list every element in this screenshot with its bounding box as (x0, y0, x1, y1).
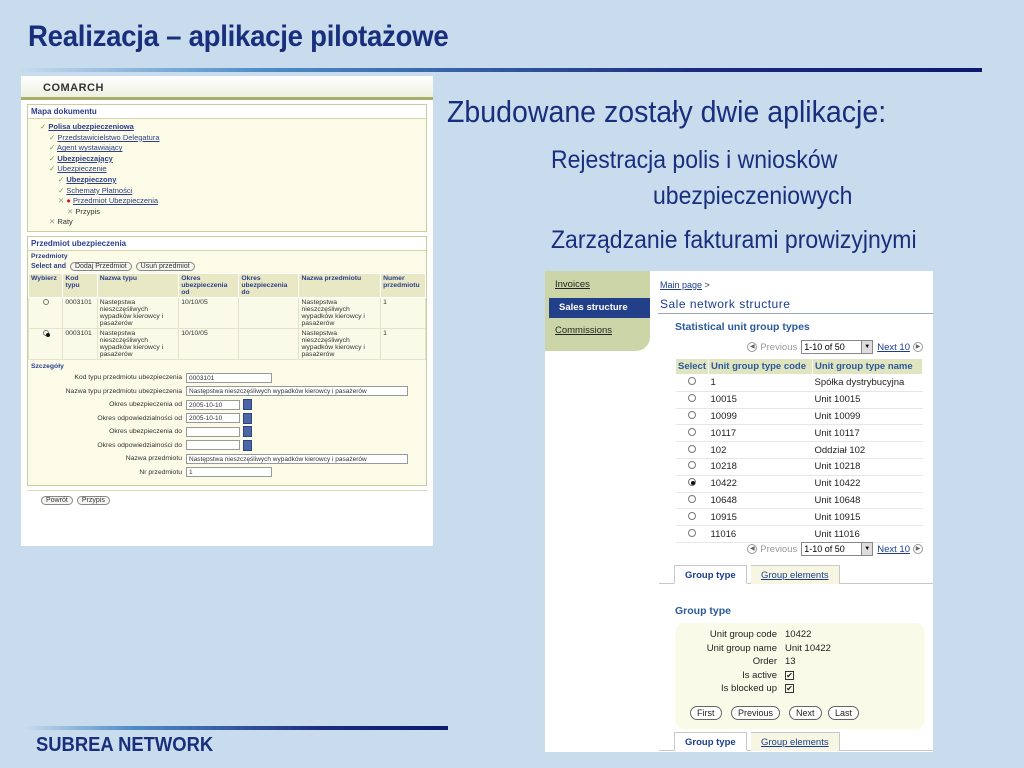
col-header: Nazwa przedmiotu (299, 273, 381, 297)
cell-name: Unit 10015 (813, 391, 923, 408)
col-header: Okres ubezpieczenia od (179, 273, 239, 297)
field-input[interactable] (186, 427, 240, 437)
cell-code: 10915 (709, 509, 813, 526)
range-select[interactable] (801, 542, 873, 556)
detail-row (675, 669, 794, 683)
tab-bar-bottom (659, 732, 933, 751)
cell-nazwa: Nastepstwa nieszczęśliwych wypadków kierowcy i pasażerów (299, 297, 381, 328)
tree-item[interactable] (40, 133, 426, 144)
field-input[interactable]: 2005-10-10 (186, 400, 240, 410)
breadcrumb-main-page[interactable]: Main page (660, 280, 703, 290)
tab-bar (659, 565, 933, 584)
detail-label: Unit group code (709, 629, 777, 641)
cell-name: Spółka dystrybucyjna (813, 375, 923, 392)
check-icon: ✓ (58, 174, 67, 184)
cross-icon: ✕ (58, 196, 67, 206)
row-select (676, 475, 709, 492)
row-select (676, 391, 709, 408)
pager-top (675, 339, 923, 355)
row-radio[interactable] (688, 512, 696, 520)
nav-item[interactable]: Commissions (555, 325, 613, 336)
tree-item[interactable] (40, 154, 426, 165)
col-select: Select (676, 359, 709, 375)
cell-code: 10648 (709, 492, 813, 509)
check-icon: ✓ (49, 143, 57, 153)
detail-label: Order (752, 656, 777, 668)
footer-divider (24, 726, 448, 730)
row-select (676, 408, 709, 425)
remove-subject-button[interactable]: Usuń przedmiot (136, 262, 195, 271)
field-label: Okres ubezpieczenia do (109, 428, 182, 436)
tree-item-label: Schematy Płatności (66, 185, 133, 195)
cell-name: Unit 10648 (813, 492, 923, 509)
cell-code: 11016 (709, 526, 813, 543)
previous-icon[interactable]: ◀ (747, 342, 757, 352)
field-label: Kod typu przedmiotu ubezpieczenia (74, 374, 182, 382)
field-label: Nazwa typu przedmiotu ubezpieczenia (65, 387, 182, 395)
document-map-title: Mapa dokumentu (28, 105, 426, 119)
cross-icon: ✕ (49, 217, 58, 227)
row-radio[interactable] (688, 394, 696, 402)
app-header (21, 76, 433, 100)
cell-name: Oddział 102 (813, 442, 923, 459)
row-radio[interactable] (688, 445, 696, 453)
field-input[interactable]: 0003101 (186, 373, 272, 383)
table-row (676, 442, 923, 459)
range-select[interactable] (801, 340, 873, 354)
cell-do (239, 297, 299, 328)
previous-button[interactable]: Previous (731, 706, 780, 720)
right-app-screenshot (545, 271, 933, 752)
form-row (28, 425, 426, 439)
tab-group-elements[interactable]: Group elements (751, 565, 840, 584)
breadcrumb-separator: > (704, 280, 710, 290)
check-icon: ✓ (49, 153, 58, 163)
nav-item[interactable]: Sales structure (549, 298, 650, 318)
cell-do (239, 328, 299, 359)
check-icon: ✓ (49, 164, 58, 174)
col-name: Unit group type name (813, 359, 923, 375)
cell-code: 102 (709, 442, 813, 459)
range-value: 1-10 of 50 (804, 544, 845, 554)
comarch-logo: COMARCH (43, 82, 104, 94)
cell-name: Unit 10218 (813, 458, 923, 475)
col-header: Numer przedmiotu (381, 273, 426, 297)
first-button[interactable]: First (690, 706, 722, 720)
previous-icon[interactable]: ◀ (747, 544, 757, 554)
row-radio[interactable] (43, 330, 49, 336)
field-input[interactable]: Następstwa nieszczęśliwych wypadków kierowcy i pasażerów (186, 386, 408, 396)
nav-item[interactable]: Invoices (555, 279, 590, 290)
col-header: Wybierz (29, 273, 63, 297)
tab-group-type[interactable]: Group type (674, 565, 747, 584)
last-button[interactable]: Last (828, 706, 859, 720)
unit-group-table (675, 358, 923, 543)
col-header: Kod typu (63, 273, 97, 297)
row-radio[interactable] (688, 529, 696, 537)
next-link[interactable]: Next 10 (877, 543, 910, 555)
detail-value: 10422 (785, 629, 812, 641)
tree-item[interactable] (40, 143, 426, 154)
section-title-group-type: Group type (675, 605, 732, 617)
cell-name: Unit 10099 (813, 408, 923, 425)
next-icon[interactable]: ▶ (913, 342, 923, 352)
field-input[interactable] (186, 440, 240, 450)
table-row (676, 509, 923, 526)
cell-kod: 0003101 (63, 297, 97, 328)
cell-code: 10015 (709, 391, 813, 408)
calendar-icon[interactable] (243, 413, 252, 424)
cell-name: Unit 10422 (813, 475, 923, 492)
next-button[interactable]: Next (789, 706, 822, 720)
row-select (676, 425, 709, 442)
table-row (676, 526, 923, 543)
bullet-1-line2: ubezpieczeniowych (653, 182, 853, 210)
tree-item-label: Ubezpieczenie (57, 164, 107, 174)
pager-bottom (675, 541, 923, 557)
subjects-table (28, 273, 426, 360)
calendar-icon[interactable] (243, 399, 252, 410)
cell-name: Unit 10117 (813, 425, 923, 442)
cell-od: 10/10/05 (179, 297, 239, 328)
field-input[interactable]: Następstwa nieszczęśliwych wypadków kierowcy i pasażerów (186, 454, 408, 464)
tree-item-label: Ubezpieczony (66, 174, 117, 184)
details-label: Szczegóły (31, 362, 64, 370)
cell-name: Unit 11016 (813, 526, 923, 543)
table-row (676, 458, 923, 475)
cell-numer: 1 (381, 297, 426, 328)
back-button[interactable]: Powrót (41, 496, 73, 505)
calendar-icon[interactable] (243, 426, 252, 437)
detail-label: Unit group name (706, 642, 777, 654)
cell-od: 10/10/05 (179, 328, 239, 359)
cell-code: 1 (709, 375, 813, 392)
cell-name: Unit 10915 (813, 509, 923, 526)
bullet-main: Zbudowane zostały dwie aplikacje: (447, 94, 887, 129)
tree-item[interactable] (40, 175, 426, 186)
tree-item (40, 207, 426, 218)
cell-nazwa_typu: Nastepstwa nieszczęśliwych wypadków kierowcy i pasażerów (97, 297, 179, 328)
row-radio[interactable] (688, 428, 696, 436)
tree-item-label: Przypis (75, 206, 100, 216)
cell-code: 10099 (709, 408, 813, 425)
table-row (676, 492, 923, 509)
select-and-label: Select and (31, 262, 67, 270)
checkbox[interactable]: ✔ (786, 684, 793, 694)
table-row (676, 375, 923, 392)
table-row (29, 328, 426, 359)
slide-title: Realizacja – aplikacje pilotażowe (28, 20, 449, 53)
tree-item (40, 217, 426, 228)
tab-group-type[interactable]: Group type (674, 732, 747, 751)
row-select (29, 328, 63, 359)
field-input[interactable]: 2005-10-10 (186, 413, 240, 423)
row-select (676, 458, 709, 475)
subjects-toolbar (28, 262, 426, 273)
row-select (676, 442, 709, 459)
row-radio[interactable] (688, 478, 696, 486)
document-tree (28, 119, 426, 231)
left-actions (27, 490, 427, 509)
detail-row (675, 682, 794, 696)
page-title: Sale network structure (660, 297, 791, 311)
check-icon: ✓ (49, 132, 58, 142)
previous-link[interactable]: Previous (760, 543, 798, 555)
col-header: Nazwa typu (97, 273, 179, 297)
field-label: Okres odpowiedzialności do (97, 441, 182, 449)
field-label: Okres odpowiedzialności od (97, 414, 182, 422)
tree-item[interactable] (40, 196, 426, 207)
cell-numer: 1 (381, 328, 426, 359)
cross-icon: ✕ (67, 206, 76, 216)
subjects-label: Przedmioty (31, 252, 68, 260)
tree-item[interactable] (40, 122, 426, 133)
current-dot-icon: ● (66, 196, 73, 206)
side-nav (545, 271, 650, 351)
add-subject-button[interactable]: Dodaj Przedmiot (70, 262, 132, 271)
detail-value: 13 (785, 656, 796, 668)
detail-label: Is active (742, 669, 777, 681)
col-header: Okres ubezpieczenia do (239, 273, 299, 297)
cell-code: 10422 (709, 475, 813, 492)
tree-item-label: Przedstawicielstwo Delegatura (57, 132, 160, 142)
next-link[interactable]: Next 10 (877, 341, 910, 353)
row-select (676, 492, 709, 509)
tree-item-label: Raty (57, 217, 73, 227)
tree-item-label: Przedmiot Ubezpieczenia (73, 196, 159, 206)
breadcrumb (660, 280, 710, 290)
detail-row (675, 642, 831, 656)
bullet-2: Zarządzanie fakturami prowizyjnymi (551, 226, 917, 254)
detail-row (675, 628, 811, 642)
tree-item-label: Polisa ubezpieczeniowa (48, 122, 134, 131)
section-title-types: Statistical unit group types (675, 321, 810, 333)
checkbox[interactable]: ✔ (786, 670, 793, 680)
form-row (28, 452, 426, 466)
check-icon: ✓ (40, 122, 49, 131)
detail-value: Unit 10422 (785, 642, 831, 654)
row-radio[interactable] (43, 299, 49, 305)
form-row (28, 384, 426, 398)
row-select (676, 509, 709, 526)
title-underline (658, 313, 933, 314)
table-row (676, 391, 923, 408)
row-select (676, 375, 709, 392)
title-divider (16, 68, 982, 72)
tree-item[interactable] (40, 186, 426, 197)
subject-title: Przedmiot ubezpieczenia (28, 237, 426, 251)
table-row (29, 297, 426, 328)
details-form (28, 371, 426, 485)
footer-text: SUBREA NETWORK (36, 734, 214, 756)
detail-row (675, 655, 796, 669)
col-code: Unit group type code (709, 359, 813, 375)
check-icon: ✓ (58, 185, 67, 195)
tree-item-label: Ubezpieczający (57, 153, 113, 163)
chevron-down-icon: ▼ (861, 341, 872, 353)
cell-nazwa: Nastepstwa nieszczęśliwych wypadków kierowcy i pasażerów (299, 328, 381, 359)
field-label: Okres ubezpieczenia od (109, 401, 182, 409)
calendar-icon[interactable] (243, 440, 252, 451)
tree-item-label: Agent wystawiający (56, 143, 123, 153)
previous-link[interactable]: Previous (760, 341, 798, 353)
field-label: Nr przedmiotu (139, 468, 182, 476)
cell-kod: 0003101 (63, 328, 97, 359)
bullet-1-line1: Rejestracja polis i wniosków (551, 146, 838, 174)
row-radio[interactable] (688, 411, 696, 419)
cell-nazwa_typu: Nastepstwa nieszczęśliwych wypadków kierowcy i pasażerów (97, 328, 179, 359)
subject-panel (27, 236, 427, 486)
document-map-panel (27, 104, 427, 232)
tree-item[interactable] (40, 164, 426, 175)
table-row (676, 408, 923, 425)
field-label: Nazwa przedmiotu (125, 455, 182, 463)
row-radio[interactable] (688, 377, 696, 385)
next-icon[interactable]: ▶ (913, 544, 923, 554)
table-row (676, 425, 923, 442)
detail-label: Is blocked up (721, 683, 777, 695)
table-row (676, 475, 923, 492)
range-value: 1-10 of 50 (804, 342, 845, 352)
form-row (28, 465, 426, 479)
row-select (29, 297, 63, 328)
form-row (28, 411, 426, 425)
przypis-button[interactable]: Przypis (77, 496, 110, 505)
chevron-down-icon: ▼ (861, 543, 872, 555)
form-row (28, 371, 426, 385)
row-radio[interactable] (688, 461, 696, 469)
row-radio[interactable] (688, 495, 696, 503)
field-input[interactable]: 1 (186, 467, 272, 477)
form-row (28, 398, 426, 412)
cell-code: 10117 (709, 425, 813, 442)
form-row (28, 438, 426, 452)
row-select (676, 526, 709, 543)
tab-group-elements[interactable]: Group elements (751, 732, 840, 751)
left-app-screenshot (21, 76, 433, 546)
cell-code: 10218 (709, 458, 813, 475)
